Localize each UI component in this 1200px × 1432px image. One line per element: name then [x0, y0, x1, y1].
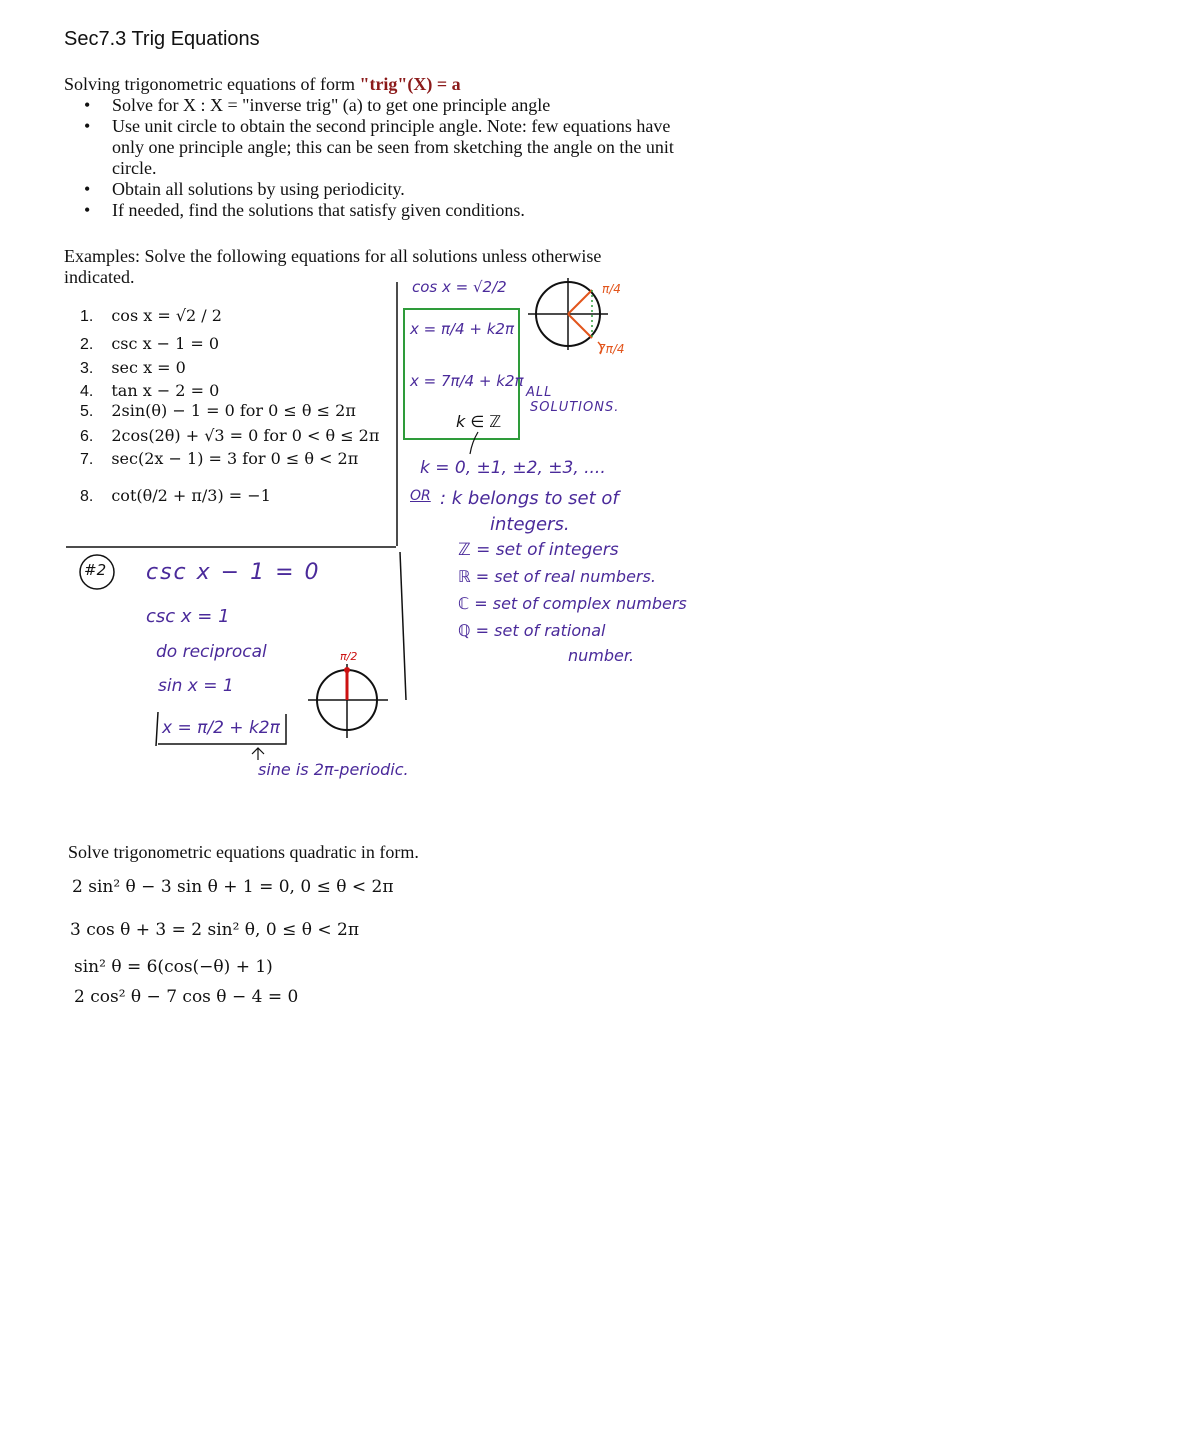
angle-ray-7pi4 [568, 314, 592, 338]
angle-label-pi2: π/2 [340, 650, 358, 663]
example-7: 7. sec(2x − 1) = 3 for 0 ≤ θ < 2π [80, 449, 359, 468]
arrow-icon [252, 748, 264, 760]
angle-label-pi4: π/4 [602, 282, 621, 296]
examples-heading: Examples: Solve the following equations for all solutions unless otherwise indicated. [64, 246, 602, 287]
k-in-z: k ∈ ℤ [456, 412, 502, 431]
example-8: 8. cot(θ/2 + π/3) = −1 [80, 486, 271, 505]
solutions-label: SOLUTIONS. [530, 400, 620, 415]
example-2-label: #2 [84, 561, 107, 579]
quadratic-eq-3: sin² θ = 6(cos(−θ) + 1) [74, 957, 273, 977]
ex2-line-2: csc x = 1 [146, 606, 230, 627]
bullet-item: • Use unit circle to obtain the second principle angle. Note: few equations have only one principle angle; this can be seen from sketching the angle on the unit circle. [64, 116, 704, 179]
set-line-1: ℤ = set of integers [458, 540, 619, 560]
ex2-line-3: do reciprocal [156, 642, 267, 662]
pointer-arrow-icon [470, 432, 478, 454]
set-line-2: ℝ = set of real numbers. [458, 567, 656, 586]
intro-lead: Solving trigonometric equations of form "trig"(X) = a [64, 74, 461, 94]
solution-1: x = π/4 + k2π [410, 320, 514, 338]
page-title: Sec7.3 Trig Equations [64, 28, 260, 50]
quadratic-eq-2: 3 cos θ + 3 = 2 sin² θ, 0 ≤ θ < 2π [70, 920, 359, 940]
vertical-divider-lower [400, 552, 406, 700]
example-4: 4. tan x − 2 = 0 [80, 381, 220, 400]
ex2-answer: x = π/2 + k2π [162, 718, 280, 738]
integers-word: integers. [490, 514, 570, 535]
example-2: 2. csc x − 1 = 0 [80, 334, 220, 353]
k-values: k = 0, ±1, ±2, ±3, .... [420, 458, 606, 478]
k-belongs: : k belongs to set of [440, 488, 619, 509]
angle-label-7pi4: 7π/4 [598, 342, 625, 356]
number-word: number. [568, 646, 635, 665]
periodic-note: sine is 2π-periodic. [258, 760, 409, 779]
set-line-4: ℚ = set of rational [458, 621, 606, 640]
or-label: OR [410, 488, 431, 504]
quadratic-eq-1: 2 sin² θ − 3 sin θ + 1 = 0, 0 ≤ θ < 2π [72, 877, 394, 897]
bullet-item: • Obtain all solutions by using periodicity. [64, 179, 704, 200]
form-highlight: "trig"(X) = a [359, 74, 461, 94]
angle-ray-pi4 [568, 290, 592, 314]
ex2-line-4: sin x = 1 [158, 676, 234, 696]
example-3: 3. sec x = 0 [80, 358, 186, 377]
example-6: 6. 2cos(2θ) + √3 = 0 for 0 < θ ≤ 2π [80, 426, 380, 445]
all-label: ALL [526, 385, 553, 400]
bullet-item: • Solve for X : X = "inverse trig" (a) to get one principle angle [64, 95, 704, 116]
example-5: 5. 2sin(θ) − 1 = 0 for 0 ≤ θ ≤ 2π [80, 401, 356, 420]
quadratic-heading: Solve trigonometric equations quadratic in form. [68, 842, 419, 862]
bullet-item: • If needed, find the solutions that satisfy given conditions. [64, 200, 704, 221]
set-line-3: ℂ = set of complex numbers [458, 594, 687, 613]
given-equation: cos x = √2/2 [412, 278, 507, 296]
ex2-line-1: csc x − 1 = 0 [146, 560, 321, 585]
example-1: 1. cos x = √2 / 2 [80, 306, 222, 325]
solution-2: x = 7π/4 + k2π [410, 372, 524, 390]
quadratic-eq-4: 2 cos² θ − 7 cos θ − 4 = 0 [74, 987, 299, 1007]
point-marker [344, 667, 350, 673]
